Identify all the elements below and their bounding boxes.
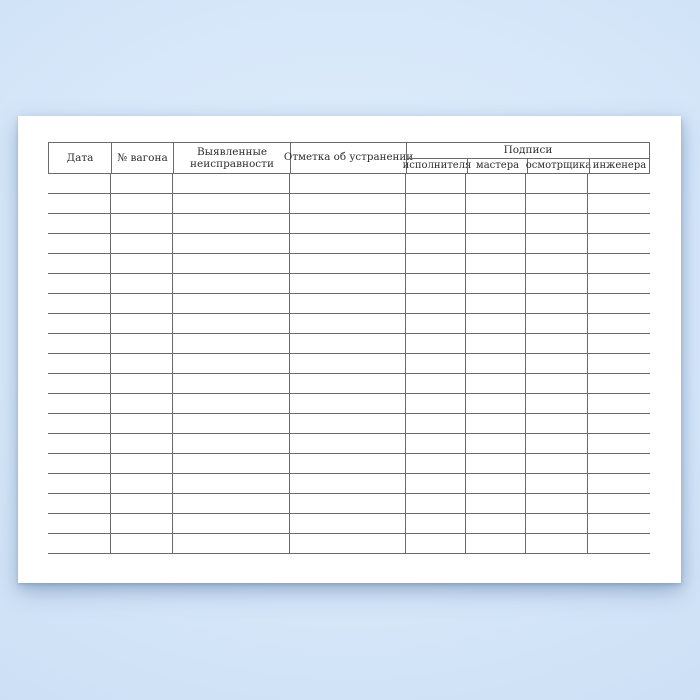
empty-cell	[172, 314, 289, 334]
empty-cell	[587, 374, 650, 394]
empty-cell	[172, 354, 289, 374]
empty-cell	[110, 194, 172, 214]
empty-cell	[110, 234, 172, 254]
table-row	[48, 534, 650, 554]
empty-cell	[172, 394, 289, 414]
empty-cell	[405, 314, 465, 334]
empty-cell	[48, 294, 110, 314]
empty-cell	[48, 194, 110, 214]
empty-cell	[405, 394, 465, 414]
empty-cell	[405, 434, 465, 454]
table-row	[48, 174, 650, 194]
empty-cell	[405, 274, 465, 294]
empty-cell	[48, 454, 110, 474]
empty-cell	[405, 494, 465, 514]
empty-cell	[172, 174, 289, 194]
table-row	[48, 254, 650, 274]
table-row	[48, 314, 650, 334]
empty-cell	[110, 394, 172, 414]
empty-cell	[525, 234, 587, 254]
empty-cell	[405, 374, 465, 394]
empty-cell	[405, 414, 465, 434]
empty-cell	[525, 354, 587, 374]
empty-cell	[405, 454, 465, 474]
empty-cell	[525, 454, 587, 474]
empty-cell	[525, 254, 587, 274]
col-header-signature-master: мастера	[467, 159, 527, 175]
empty-cell	[465, 434, 525, 454]
empty-cell	[172, 254, 289, 274]
table-body	[48, 174, 650, 554]
empty-cell	[110, 534, 172, 554]
table-row	[48, 414, 650, 434]
empty-cell	[587, 294, 650, 314]
empty-cell	[465, 374, 525, 394]
empty-cell	[525, 394, 587, 414]
empty-cell	[465, 254, 525, 274]
empty-cell	[405, 254, 465, 274]
signatures-subheader-row	[402, 159, 649, 175]
empty-cell	[48, 254, 110, 274]
table-header	[48, 142, 650, 174]
empty-cell	[465, 174, 525, 194]
empty-cell	[587, 474, 650, 494]
empty-cell	[587, 434, 650, 454]
empty-cell	[405, 534, 465, 554]
empty-cell	[48, 434, 110, 454]
empty-cell	[465, 234, 525, 254]
table-row	[48, 494, 650, 514]
table-row	[48, 234, 650, 254]
empty-cell	[289, 234, 405, 254]
empty-cell	[465, 514, 525, 534]
table-row	[48, 294, 650, 314]
wagon-fault-log-table	[48, 142, 650, 554]
empty-cell	[110, 374, 172, 394]
empty-cell	[465, 354, 525, 374]
empty-cell	[172, 274, 289, 294]
empty-cell	[48, 354, 110, 374]
empty-cell	[465, 214, 525, 234]
empty-cell	[405, 474, 465, 494]
empty-cell	[587, 394, 650, 414]
empty-cell	[289, 434, 405, 454]
empty-cell	[465, 194, 525, 214]
empty-cell	[289, 454, 405, 474]
empty-cell	[289, 394, 405, 414]
empty-cell	[587, 194, 650, 214]
empty-cell	[48, 494, 110, 514]
empty-cell	[405, 194, 465, 214]
empty-cell	[172, 234, 289, 254]
empty-cell	[289, 274, 405, 294]
empty-cell	[110, 514, 172, 534]
empty-cell	[525, 474, 587, 494]
empty-cell	[48, 314, 110, 334]
empty-cell	[587, 254, 650, 274]
empty-cell	[587, 334, 650, 354]
col-header-signature-inspector: осмотрщика	[527, 159, 589, 175]
empty-cell	[465, 454, 525, 474]
col-header-signature-engineer: инженера	[589, 159, 649, 175]
empty-cell	[587, 494, 650, 514]
empty-cell	[587, 414, 650, 434]
empty-cell	[110, 414, 172, 434]
table-row	[48, 514, 650, 534]
empty-cell	[172, 414, 289, 434]
empty-cell	[465, 314, 525, 334]
empty-cell	[110, 174, 172, 194]
empty-cell	[48, 414, 110, 434]
empty-cell	[110, 474, 172, 494]
empty-cell	[172, 334, 289, 354]
empty-cell	[465, 274, 525, 294]
empty-cell	[289, 294, 405, 314]
empty-cell	[172, 454, 289, 474]
empty-cell	[172, 374, 289, 394]
table-row	[48, 354, 650, 374]
empty-cell	[48, 174, 110, 194]
empty-cell	[465, 474, 525, 494]
empty-cell	[289, 474, 405, 494]
empty-cell	[587, 214, 650, 234]
empty-cell	[110, 214, 172, 234]
empty-cell	[172, 214, 289, 234]
table-row	[48, 434, 650, 454]
empty-cell	[465, 494, 525, 514]
empty-cell	[525, 494, 587, 514]
empty-cell	[587, 314, 650, 334]
table-row	[48, 394, 650, 414]
empty-cell	[110, 294, 172, 314]
empty-cell	[48, 334, 110, 354]
empty-cell	[405, 334, 465, 354]
empty-cell	[465, 334, 525, 354]
empty-cell	[289, 514, 405, 534]
table-row	[48, 334, 650, 354]
empty-cell	[405, 214, 465, 234]
empty-cell	[289, 214, 405, 234]
empty-cell	[525, 534, 587, 554]
table-row	[48, 474, 650, 494]
empty-cell	[48, 534, 110, 554]
empty-cell	[465, 294, 525, 314]
table-row	[48, 194, 650, 214]
empty-cell	[525, 174, 587, 194]
empty-cell	[172, 194, 289, 214]
empty-cell	[465, 534, 525, 554]
empty-cell	[587, 234, 650, 254]
empty-cell	[289, 414, 405, 434]
empty-cell	[587, 174, 650, 194]
col-group-signatures	[402, 143, 649, 174]
empty-cell	[587, 534, 650, 554]
empty-cell	[48, 274, 110, 294]
empty-cell	[172, 294, 289, 314]
empty-cell	[110, 274, 172, 294]
empty-cell	[465, 394, 525, 414]
table-row	[48, 374, 650, 394]
empty-cell	[525, 194, 587, 214]
empty-cell	[525, 214, 587, 234]
empty-cell	[110, 494, 172, 514]
empty-cell	[110, 334, 172, 354]
table-row	[48, 274, 650, 294]
col-header-date: Дата	[49, 143, 111, 174]
empty-cell	[110, 454, 172, 474]
col-header-wagon-number: № вагона	[111, 143, 173, 174]
empty-cell	[525, 434, 587, 454]
empty-cell	[525, 334, 587, 354]
empty-cell	[587, 354, 650, 374]
empty-cell	[48, 394, 110, 414]
empty-cell	[587, 514, 650, 534]
empty-cell	[587, 454, 650, 474]
col-group-signatures-label: Подписи	[407, 143, 649, 159]
empty-cell	[172, 474, 289, 494]
empty-cell	[172, 434, 289, 454]
empty-cell	[289, 254, 405, 274]
empty-cell	[587, 274, 650, 294]
document-page	[18, 116, 681, 583]
empty-cell	[289, 374, 405, 394]
empty-cell	[48, 234, 110, 254]
empty-cell	[405, 294, 465, 314]
empty-cell	[110, 254, 172, 274]
empty-cell	[289, 534, 405, 554]
empty-cell	[525, 374, 587, 394]
empty-cell	[405, 174, 465, 194]
empty-cell	[525, 274, 587, 294]
empty-cell	[405, 514, 465, 534]
empty-cell	[110, 314, 172, 334]
empty-cell	[525, 314, 587, 334]
empty-cell	[48, 214, 110, 234]
empty-cell	[289, 174, 405, 194]
empty-cell	[172, 494, 289, 514]
empty-cell	[289, 494, 405, 514]
empty-cell	[172, 514, 289, 534]
col-header-identified-faults: Выявленные неисправности	[173, 143, 290, 174]
empty-cell	[110, 354, 172, 374]
empty-cell	[525, 414, 587, 434]
col-header-resolution-mark: Отметка об устранении	[290, 143, 406, 174]
empty-cell	[465, 414, 525, 434]
empty-cell	[405, 234, 465, 254]
empty-cell	[525, 514, 587, 534]
table-row	[48, 214, 650, 234]
table-row	[48, 454, 650, 474]
empty-cell	[289, 314, 405, 334]
empty-cell	[48, 474, 110, 494]
empty-cell	[289, 334, 405, 354]
empty-cell	[525, 294, 587, 314]
empty-cell	[172, 534, 289, 554]
empty-cell	[289, 354, 405, 374]
empty-cell	[110, 434, 172, 454]
empty-cell	[289, 194, 405, 214]
col-header-signature-executor: исполнителя	[407, 159, 467, 175]
empty-cell	[405, 354, 465, 374]
empty-cell	[48, 514, 110, 534]
empty-cell	[48, 374, 110, 394]
